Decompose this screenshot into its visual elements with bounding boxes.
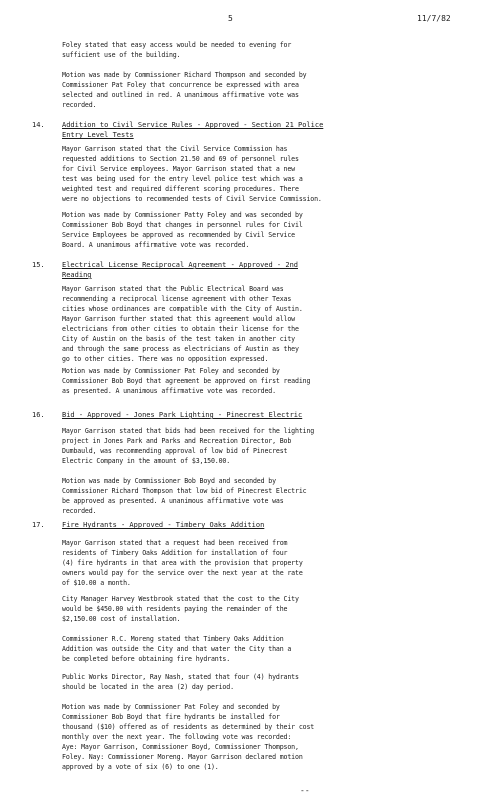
section-title: Addition to Civil Service Rules - Approved - Section 21 Police Entry Level Tests — [62, 121, 324, 139]
section-title: Electrical License Reciprocal Agreement - Approved - 2nd Reading — [62, 261, 299, 279]
section-paragraph: Mayor Garrison stated that the Public Electrical Board was recommending a reciprocal license agreement with other Texas cities whose ordinances are compatible with the City of Austin. Mayor Garrison further stated that this agreement would allow electricians from other cities to obtain their license for the City of Austin on the basis of the test taken in another city and through the same process as electricians of Austin as they go to other cities. There was no opposition expressed. — [62, 285, 303, 363]
section-paragraph: Mayor Garrison stated that bids had been received for the lighting project in Jones Park and Parks and Recreation Director, Bob Dumbauld, was recommending approval of low bid of Pinecrest Electric Company in the amount of $3,150.00. — [62, 427, 315, 465]
section-title: Fire Hydrants - Approved - Timbery Oaks Addition — [62, 521, 265, 529]
page-number: 5 — [228, 14, 233, 23]
section-number: 15. — [32, 261, 45, 269]
intro-paragraph-2: Motion was made by Commissioner Richard Thompson and seconded by Commissioner Pat Foley that concurrence be expressed with area selected and outlined in red. A unanimous affirmative vote was recorded. — [62, 71, 307, 109]
section-paragraph: City Manager Harvey Westbrook stated that the cost to the City would be $450.00 with residents paying the remainder of the $2,150.00 cost of installation. — [62, 595, 299, 623]
section-title: Bid - Approved - Jones Park Lighting - Pinecrest Electric — [62, 411, 303, 419]
section-paragraph: Motion was made by Commissioner Pat Foley and seconded by Commissioner Bob Boyd that agreement be approved on first reading as presented. A unanimous affirmative vote was recorded. — [62, 367, 311, 395]
section-number: 17. — [32, 521, 45, 529]
page-date: 11/7/82 — [417, 14, 451, 23]
section-paragraph: Motion was made by Commissioner Bob Boyd and seconded by Commissioner Richard Thompson that low bid of Pinecrest Electric be approved as presented. A unanimous affirmative vote was recorded. — [62, 477, 307, 515]
section-paragraph: Motion was made by Commissioner Pat Foley and seconded by Commissioner Bob Boyd that fire hydrants be installed for thousand ($10) offered as of residents as determined by their cost monthly over the next year. The following vote was recorded: Aye: Mayor Garrison, Commissioner Boyd, Commissioner Thompson, Foley. Nay: Commissioner Moreng. Mayor Garrison declared motion approved by a vote of six (6) to one (1). — [62, 703, 315, 771]
section-paragraph: Mayor Garrison stated that a request had been received from residents of Timbery Oaks Addition for installation of four (4) fire hydrants in that area with the provision that property owners would pay for the service over the next year at the rate of $10.00 a month. — [62, 539, 303, 587]
intro-paragraph-1: Foley stated that easy access would be needed to evening for sufficient use of the building. — [62, 41, 292, 59]
section-number: 16. — [32, 411, 45, 419]
footer-mark: -- — [300, 786, 310, 795]
section-paragraph: Public Works Director, Ray Nash, stated that four (4) hydrants should be located in the area (2) day period. — [62, 673, 299, 691]
section-paragraph: Commissioner R.C. Moreng stated that Timbery Oaks Addition Addition was outside the City and that water the City than a be completed before obtaining fire hydrants. — [62, 635, 292, 663]
section-paragraph: Motion was made by Commissioner Patty Foley and was seconded by Commissioner Bob Boyd that changes in personnel rules for Civil Service Employees be approved as recommended by Civil Service Board. A unanimous affirmative vote was recorded. — [62, 211, 303, 249]
section-paragraph: Mayor Garrison stated that the Civil Service Commission has requested additions to Section 21.50 and 69 of personnel rules for Civil Service employees. Mayor Garrison stated that a new test was being used for the entry level police test which was a weighted test and required different scoring procedures. There were no objections to recommended tests of Civil Service Commission. — [62, 145, 322, 203]
section-number: 14. — [32, 121, 45, 129]
